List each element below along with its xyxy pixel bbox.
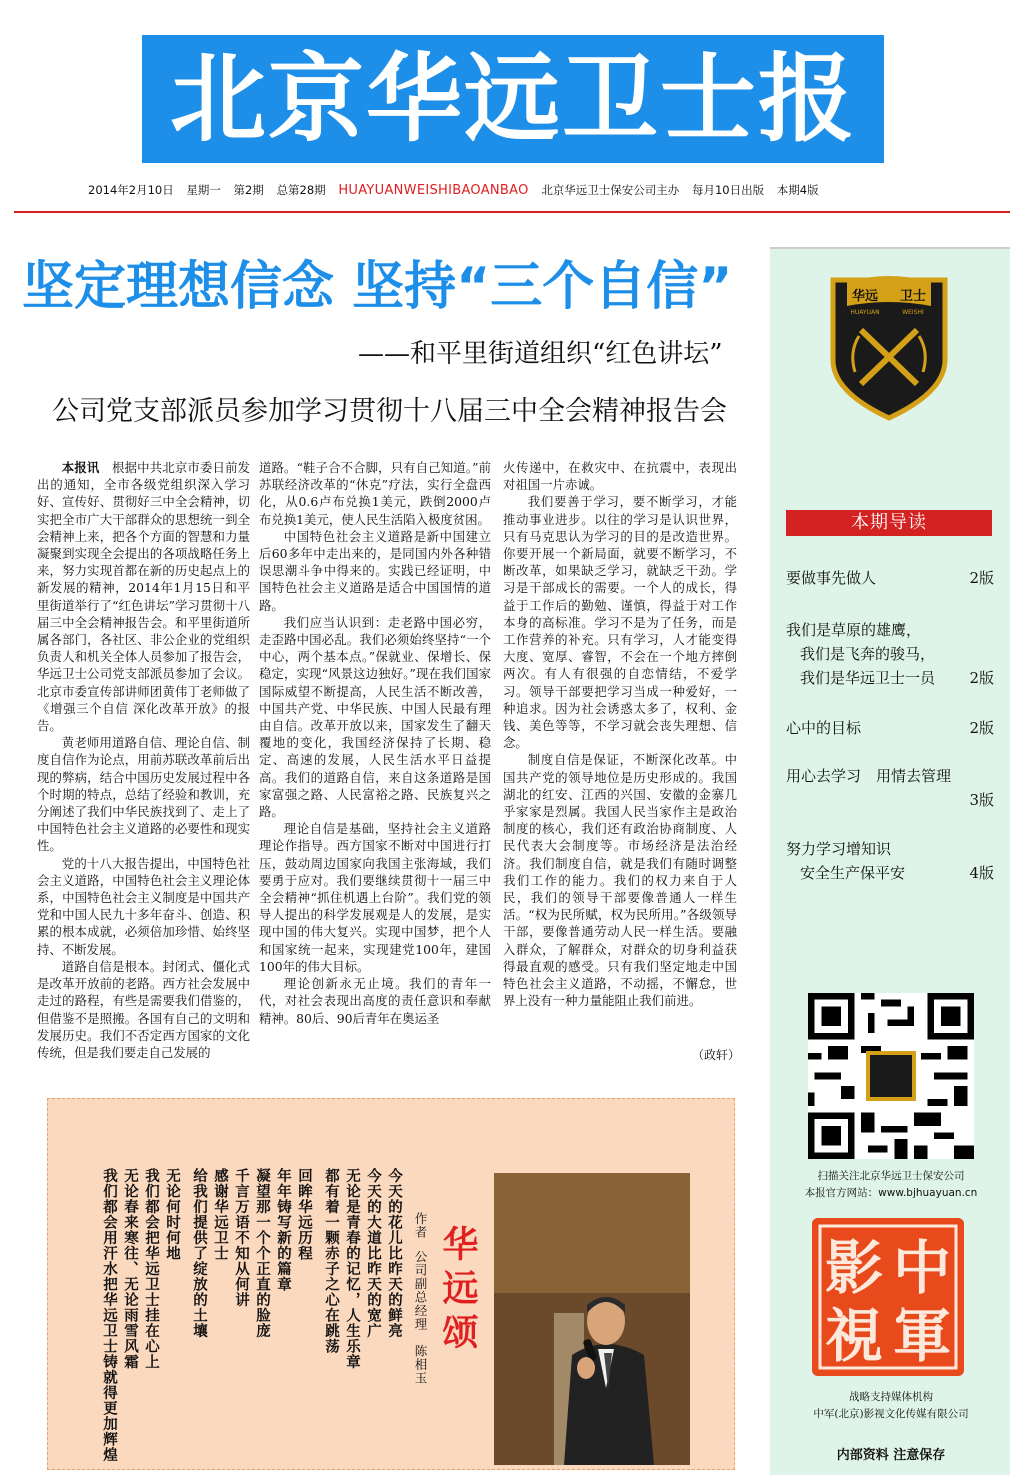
article-headline: 坚定理想信念 坚持“三个自信” bbox=[22, 257, 733, 317]
page-count: 本期4版 bbox=[776, 183, 819, 197]
article-column-3 bbox=[503, 459, 737, 1065]
poem-line: 无论春来寒往、无论雨雪风霜 bbox=[122, 1168, 138, 1370]
contents-page: 2版 bbox=[969, 569, 994, 587]
contents-item[interactable]: 心中的目标 2版 bbox=[786, 716, 996, 740]
article-paragraph: 党的十八大报告提出，中国特色社会主义道路，中国特色社会主义理论体系，中国特色社会主义制度是中国共产党和中国人民九十多年奋斗、创造、积累的根本成就，必须倍加珍惜、始终坚持、不断发展。 bbox=[37, 855, 250, 957]
website-caption[interactable]: 本报官方网站：www.bjhuayuan.cn bbox=[804, 1187, 978, 1199]
poem-body bbox=[62, 1168, 402, 1463]
article-paragraph: 我们应当认识到：走老路中国必穷，走歪路中国必乱。我们必须始终坚持“一个中心，两个基本点。”保就业、保增长、保稳定，实现“风景这边独好。”现在我们国家国际威望不断提高，人民生活不断改善，中国共产党、中华民族、中国人民最有理由自信。改革开放以来，国家发生了翻天覆地的变化，我国经济保持了长期、稳定、高速的发展，人民生活水平日益提高。我们的道路自信，来自这条道路是国家富强之路、人民富裕之路、民族复兴之路。 bbox=[259, 614, 491, 820]
article-byline: （政轩） bbox=[691, 1048, 740, 1062]
poem-line: 回眸华远历程 bbox=[296, 1168, 312, 1261]
poem-title: 华远颂 bbox=[437, 1225, 479, 1357]
poem-line: 无论是青春的记忆，人生乐章 bbox=[344, 1168, 360, 1370]
issue-number: 第2期 bbox=[233, 183, 264, 197]
logo-en-left: HUAYUAN bbox=[850, 309, 880, 316]
article-column-2 bbox=[259, 459, 491, 1065]
poem-line: 年年铸写新的篇章 bbox=[275, 1168, 291, 1292]
media-company: 中军(北京)影视文化传媒有限公司 bbox=[813, 1408, 969, 1420]
poem-line: 我们都会把华远卫士挂在心上 bbox=[143, 1168, 159, 1370]
article-paragraph: 火传递中，在救灾中、在抗震中，表现出对祖国一片赤诚。 bbox=[503, 460, 737, 493]
newspaper-title: 北京华远卫士报 bbox=[170, 43, 856, 155]
article-paragraph: 理论自信是基础，坚持社会主义道路理论作指导。西方国家不断对中国进行打压，鼓动周边国家向我国主张海域，我们要勇于应对。我们要继续贯彻十一届三中全会精神“抓住机遇上台阶”。我们党的领导人提出的科学发展观是人的发展，是实现中国的伟大复兴。实现中国梦，把个人和国家统一起来，实现建党100年，建国100年的伟大目标。 bbox=[259, 821, 491, 974]
author-photo bbox=[494, 1173, 690, 1465]
contents-header: 本期导读 bbox=[786, 510, 992, 536]
header-divider bbox=[14, 211, 1010, 213]
sponsor: 北京华远卫士保安公司主办 bbox=[541, 183, 680, 197]
poem-line: 都有着一颗赤子之心在跳荡 bbox=[323, 1168, 339, 1354]
sidebar-top-rule bbox=[770, 247, 1010, 249]
company-badge-logo bbox=[825, 272, 953, 422]
article-paragraph: 本报讯 根据中共北京市委日前发出的通知，全市各级党组织深入学习好、宣传好、贯彻好三中全会精神，切实把全市广大干部群众的思想统一到全会精神上来，把各个方面的智慧和力量凝聚到实现全会提出的各项战略任务上来，努力实现首都在新的历史起点上的新发展的精神，2014年1月15日和平里街道举行了“红色讲坛”学习贯彻十八届三中全会精神报告会。和平里街道所属各部门，各社区、非公企业的党组织负责人和机关全体人员参加了报告会，华远卫士公司党支部派员参加了会议。北京市委宣传部讲师团黄伟丁老师做了《增强三个自信 深化改革开放》的报告。 bbox=[37, 460, 250, 734]
svg-text:中: 中 bbox=[892, 1234, 952, 1302]
contents-item[interactable]: 我们是草原的雄鹰， 我们是飞奔的骏马， 我们是华远卫士一员 2版 bbox=[786, 618, 996, 690]
media-seal-logo bbox=[812, 1218, 964, 1376]
article-column-1 bbox=[37, 459, 250, 1065]
schedule: 每月10日出版 bbox=[691, 183, 765, 197]
article-paragraph: 中国特色社会主义道路是新中国建立后60多年中走出来的，是同国内外各种错误思潮斗争中得来的。实践已经证明，中国特色社会主义道路是适合中国国情的道路。 bbox=[259, 528, 491, 613]
svg-text:軍: 軍 bbox=[892, 1302, 952, 1370]
media-caption: 战略支持媒体机构 bbox=[849, 1391, 933, 1403]
article-paragraph: 黄老师用道路自信、理论自信、制度自信作为论点，用前苏联改革前后出现的弊病，结合中国历史发展过程中各个时期的特点，总结了经验和教训，充分阐述了我们中华民族找到了、走上了中国特色社会主义道路的必要性和现实性。 bbox=[37, 735, 250, 854]
logo-text-left: 华远 bbox=[851, 289, 879, 304]
article-paragraph: 制度自信是保证，不断深化改革。中国共产党的领导地位是历史形成的。我国湖北的红安、江西的兴国、安徽的金寨几乎家家是烈属。我国人民当家作主是政治制度的核心，我们还有政治协商制度、人民代表大会制度等。市场经济是法治经济。我们制度自信，就是我们有随时调整我们工作的能力。我们的权力来自于人民，我们的领导干部要像普通人一样生活。“权为民所赋，权为民所用。”各级领导干部，要像普通劳动人民一样生活。要融入群众，了解群众，对群众的切身利益获得最直观的感受。只有我们坚定地走中国特色社会主义道路，不动摇，不懈怠，世界上没有一种力量能阻止我们前进。 bbox=[503, 752, 737, 1009]
poem-line: 我们都会用汗水把华远卫士铸就得更加辉煌 bbox=[101, 1168, 117, 1463]
logo-en-right: WEISHI bbox=[902, 309, 924, 316]
poem-line: 给我们提供了绽放的土壤 bbox=[191, 1168, 207, 1339]
contents-item[interactable]: 用心去学习 用情去管理 3版 bbox=[786, 764, 996, 812]
contents-page: 2版 bbox=[969, 669, 994, 687]
pinyin-name: HUAYUANWEISHIBAOANBAO bbox=[338, 183, 529, 198]
contents-item[interactable]: 要做事先做人 2版 bbox=[786, 566, 996, 590]
poem-line: 千言万语不知从何讲 bbox=[233, 1168, 249, 1308]
issue-total: 总第28期 bbox=[276, 183, 326, 197]
internal-notice: 内部资料 注意保存 bbox=[836, 1448, 946, 1463]
issue-weekday: 星期一 bbox=[186, 183, 221, 197]
contents-page: 3版 bbox=[969, 791, 994, 809]
article-paragraph: 我们要善于学习，要不断学习，才能推动事业进步。以往的学习是认识世界，只有马克思认为学习的目的是改造世界。你要开展一个新局面，就要不断学习，不断改革，如果缺乏学习，就缺乏干劲。学习是干部成长的需要。一个人的成长，得益于工作后的勤勉、谨慎，得益于对工作本身的高标准。学习不是为了任务，而是工作营养的补充。只有学习，人才能变得大度、宽厚、睿智，不会在一个地方摔倒两次。有人有很强的自恋情结，不爱学习。领导干部要把学习当成一种爱好，一种追求。因为社会诱惑太多了，权利、金钱、美色等等，不学习就会丧失理想、信念。 bbox=[503, 494, 737, 751]
poem-line: 无论何时何地 bbox=[164, 1168, 180, 1261]
qr-code[interactable] bbox=[808, 993, 974, 1159]
contents-page: 2版 bbox=[969, 719, 994, 737]
article-paragraph: 理论创新永无止境。我们的青年一代，对社会表现出高度的责任意识和奉献精神。80后、90后青年在奥运圣 bbox=[259, 976, 491, 1026]
poem-line: 今天的花儿比昨天的鲜亮 bbox=[386, 1168, 402, 1339]
qr-caption: 扫描关注北京华远卫士保安公司 bbox=[817, 1170, 965, 1182]
author-label: 作者 bbox=[413, 1212, 428, 1239]
issue-info-bar bbox=[88, 182, 958, 202]
contents-page: 4版 bbox=[969, 864, 994, 882]
poem-author: 公司副总经理 陈相玉 bbox=[413, 1250, 428, 1385]
contents-item[interactable]: 努力学习增知识 安全生产保平安 4版 bbox=[786, 837, 996, 885]
poem-line: 感谢华远卫士 bbox=[212, 1168, 228, 1261]
lead-label: 本报讯 bbox=[61, 460, 100, 475]
article-subheading: 公司党支部派员参加学习贯彻十八届三中全会精神报告会 bbox=[52, 396, 727, 427]
issue-date: 2014年2月10日 bbox=[88, 183, 174, 197]
poem-line: 今天的大道比昨天的宽广 bbox=[365, 1168, 381, 1339]
svg-text:視: 視 bbox=[824, 1302, 884, 1370]
logo-text-right: 卫士 bbox=[899, 289, 927, 304]
article-subtitle: ——和平里街道组织“红色讲坛” bbox=[358, 339, 723, 369]
poem-line: 凝望那一个个正直的脸庞 bbox=[254, 1168, 270, 1339]
article-paragraph: 道路。“鞋子合不合脚，只有自己知道。”前苏联经济改革的“休克”疗法，实行全盘西化，从0.6卢布兑换1美元，跌倒2000卢布兑换1美元，使人民生活陷入极度贫困。 bbox=[259, 460, 491, 527]
article-paragraph: 道路自信是根本。封闭式、僵化式是改革开放前的老路。西方社会发展中走过的路程，有些是需要我们借鉴的，但借鉴不是照搬。各国有自己的文明和发展历史。我们不否定西方国家的文化传统，但是我们要走自己发展的 bbox=[37, 958, 250, 1060]
svg-text:影: 影 bbox=[824, 1234, 884, 1302]
